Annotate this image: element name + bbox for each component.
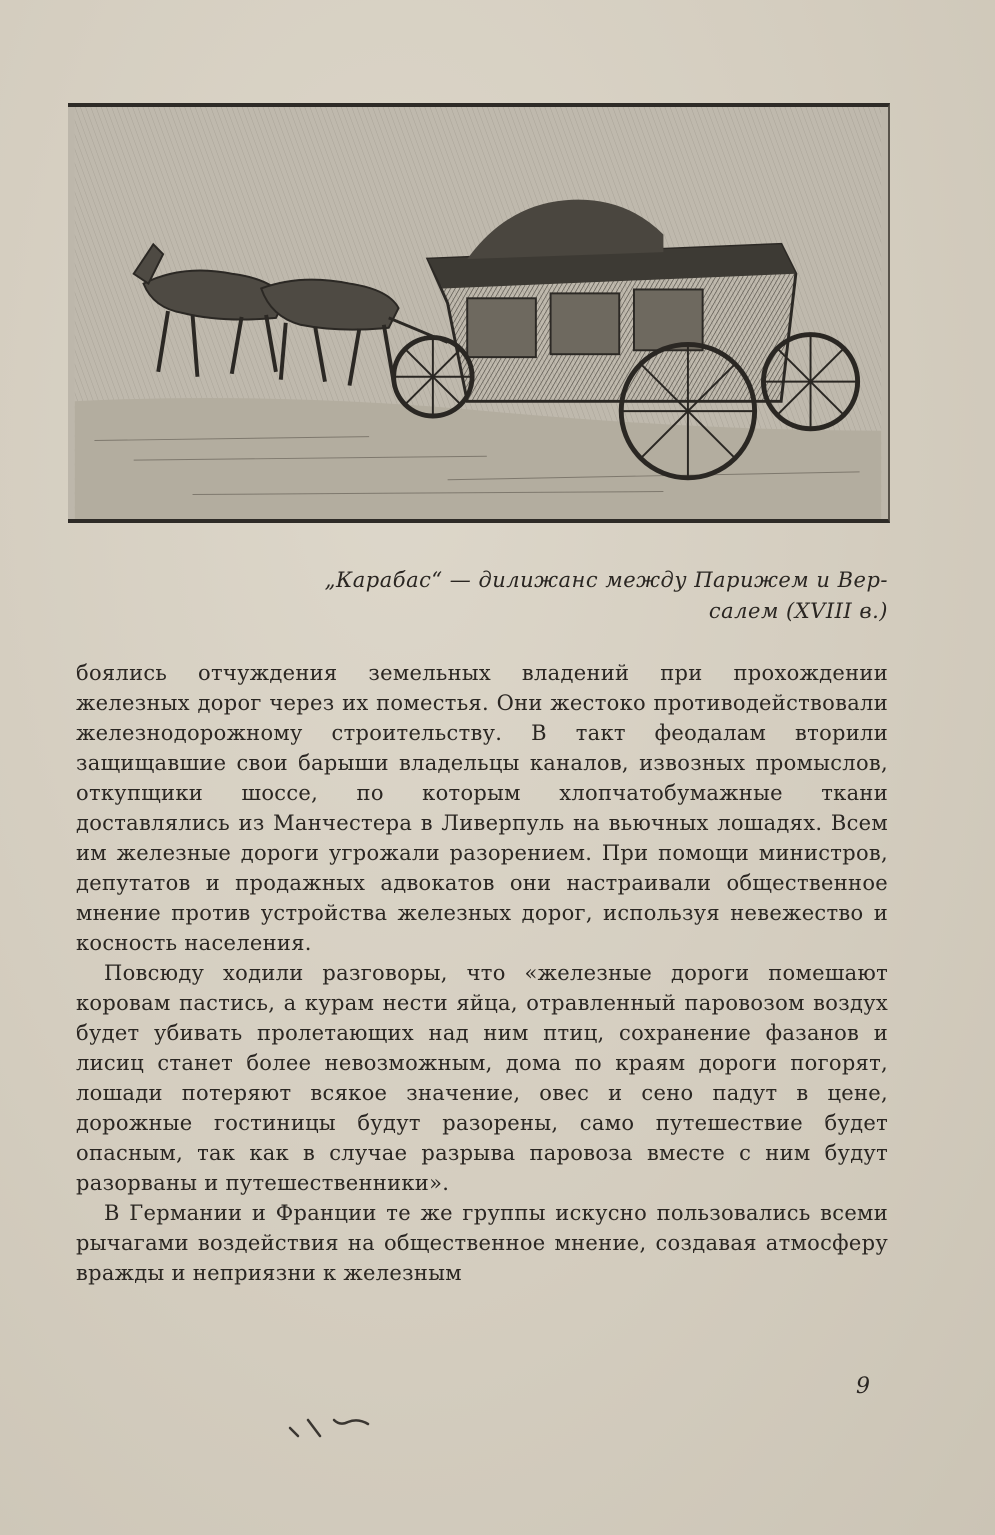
paragraph-3: В Германии и Франции те же группы искусно пользовались всеми рычагами воздействия на общественное мнение, создавая атмосферу вражды и неприязни к железным [76,1201,888,1285]
main-text [76,658,888,1288]
caption-line-1: „Карабас“ — дилижанс между Парижем и Вер- [324,568,888,592]
stagecoach-illustration [68,103,890,523]
paragraph-1: боялись отчуждения земельных владений при прохождении железных дорог через их поместья. Они жестоко противодействовали железнодорожному строительству. В такт феодалам вторили защищавшие свои барыши владельцы каналов, извозных промыслов, откупщики шоссе, по которым хлопчатобумажные ткани доставлялись из Манчестера в Ливерпуль на вьючных лошадях. Всем им железные дороги угрожали разорением. При помощи министров, депутатов и продажных адвокатов они настраивали общественное мнение против устройства железных дорог, используя невежество и косность населения. [76,661,888,955]
caption-line-2: салем (XVIII в.) [708,599,888,623]
pencil-mark [288,1414,384,1444]
paragraph-2: Повсюду ходили разговоры, что «железные дороги помешают коровам пастись, а курам нести яйца, отравленный паровозом воздух будет убивать пролетающих над ним птиц, сохранение фазанов и лисиц станет более невозможным, дома по краям дороги погорят, лошади потеряют всякое значение, овес и сено падут в цене, дорожные гостиницы будут разорены, само путешествие будет опасным, так как в случае разрыва паровоза вместе с ним будут разорваны и путешественники». [76,961,888,1195]
engraving-image [68,107,888,519]
figure-caption [260,565,888,627]
page-number: 9 [856,1374,870,1399]
